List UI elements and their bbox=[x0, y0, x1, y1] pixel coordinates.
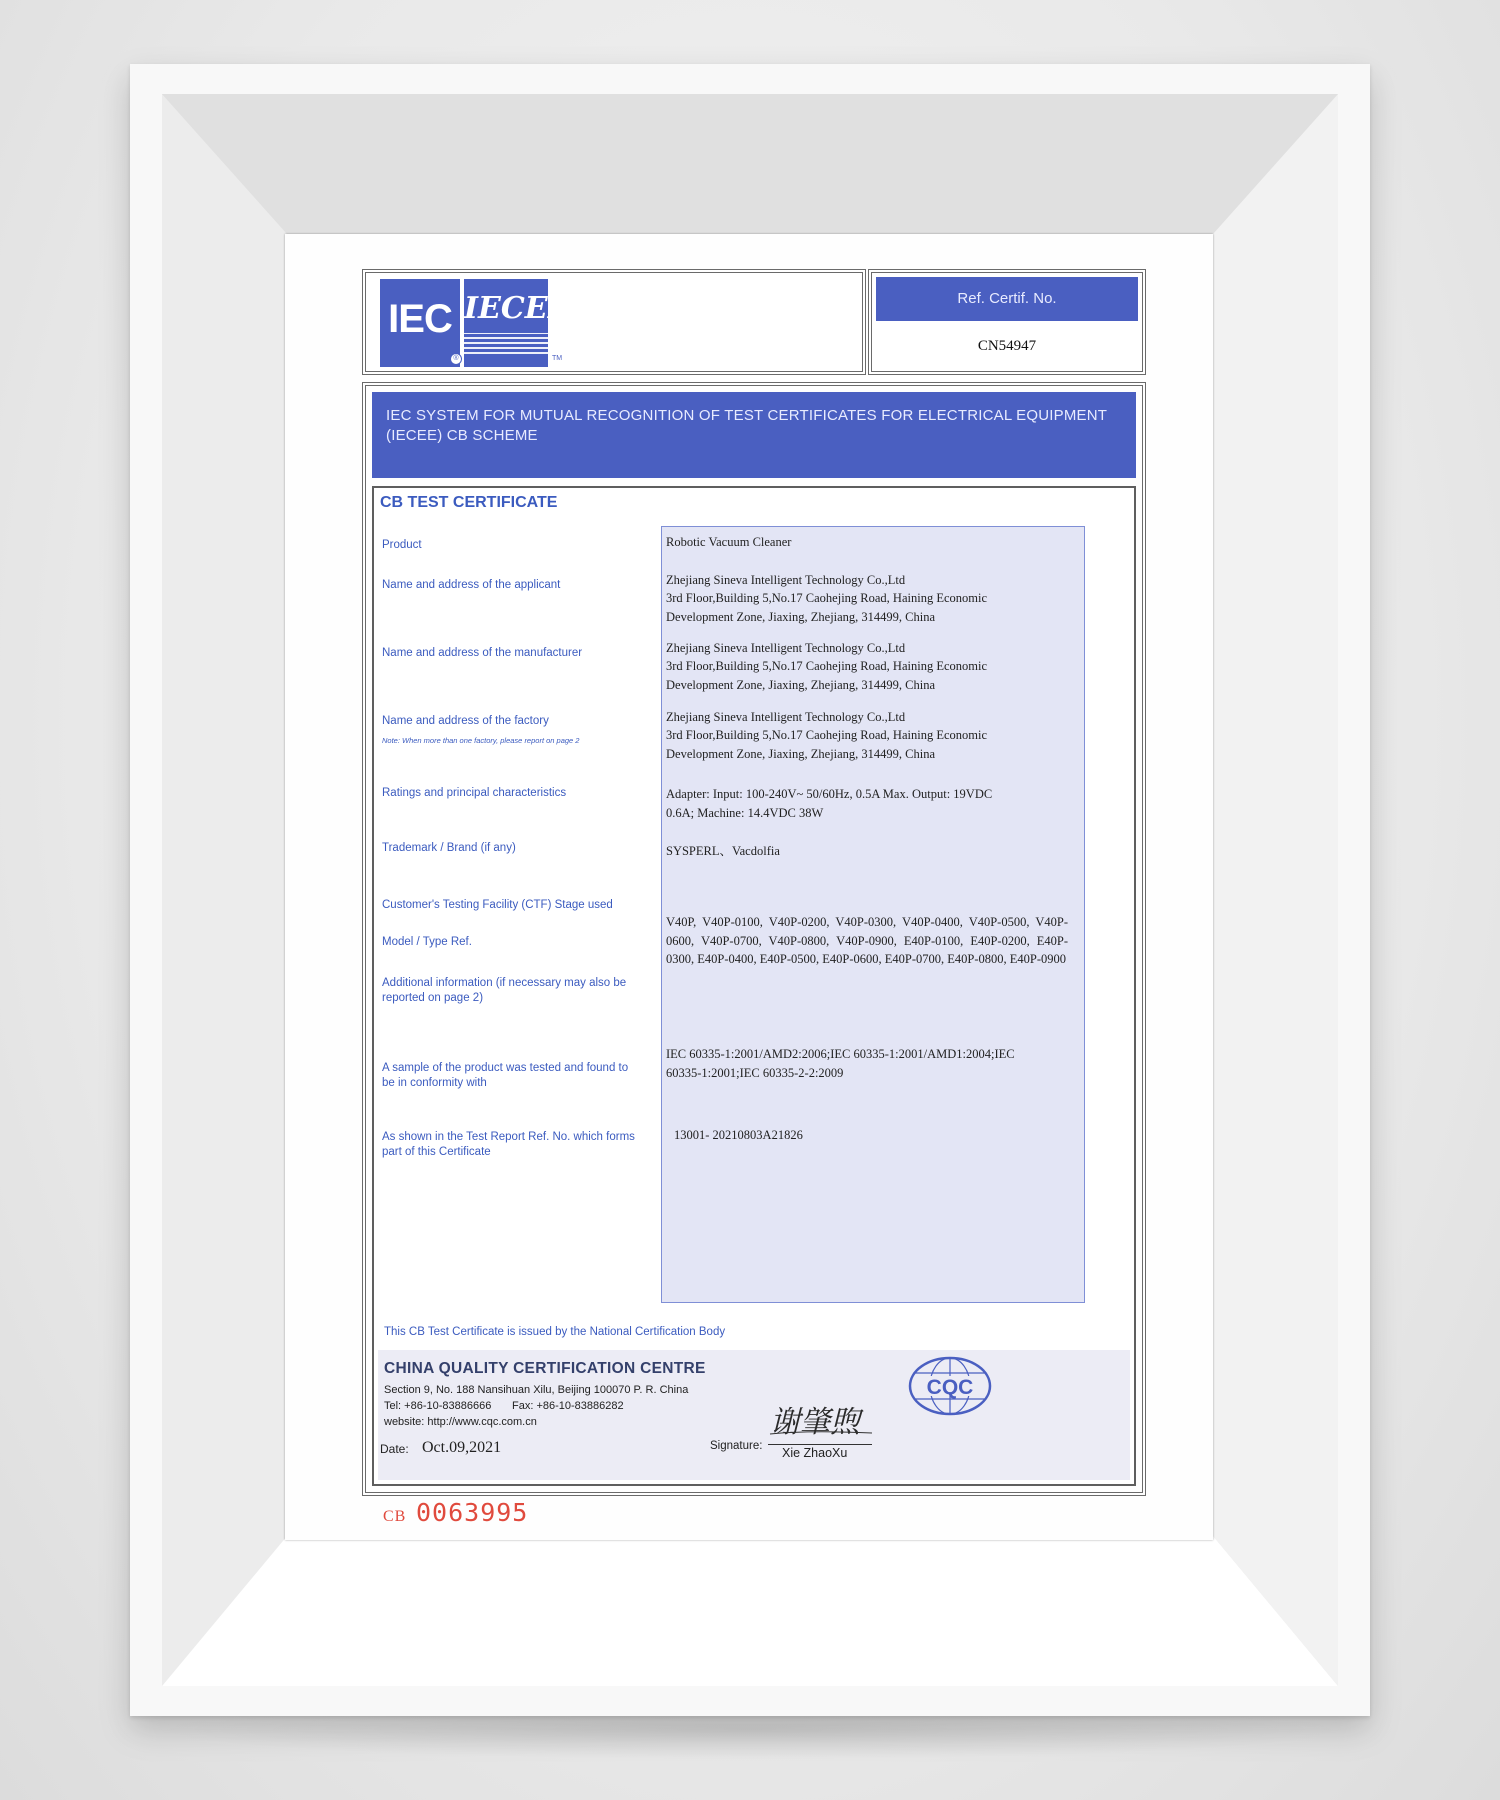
serial-prefix: CB bbox=[383, 1508, 407, 1525]
label-factory-note: Note: When more than one factory, please report on page 2 bbox=[382, 736, 580, 745]
value-product: Robotic Vacuum Cleaner bbox=[666, 535, 792, 549]
label-factory: Name and address of the factory bbox=[382, 715, 549, 727]
value-model: V40P, V40P-0100, V40P-0200, V40P-0300, V40P-0400, V40P-0500, V40P-0600, V40P-0700, V40P-0800, V40P-0900, E40P-0100, E40P-0200, E40P-0300, E40P-0400, E40P-0500, E40P-0600, E40P-0700, E40P-0800, E40P-0900 bbox=[666, 915, 1068, 966]
ref-value: CN54947 bbox=[977, 338, 1037, 354]
value-standards: IEC 60335-1:2001/AMD2:2006;IEC 60335-1:2001/AMD1:2004;IEC 60335-1:2001;IEC 60335-2-2:2009 bbox=[666, 1047, 1015, 1080]
value-ratings: Adapter: Input: 100-240V~ 50/60Hz, 0.5A Max. Output: 19VDC 0.6A; Machine: 14.4VDC 38W bbox=[666, 787, 993, 820]
value-report: 13001- 20210803A21826 bbox=[674, 1128, 803, 1142]
value-applicant-name: Zhejiang Sineva Intelligent Technology Co.,Ltd bbox=[666, 573, 906, 587]
label-manufacturer: Name and address of the manufacturer bbox=[382, 647, 583, 659]
label-conformity: A sample of the product was tested and found to be in conformity with bbox=[382, 1062, 629, 1089]
values-panel bbox=[661, 526, 1085, 1303]
label-additional: Additional information (if necessary may also be reported on page 2) bbox=[382, 977, 627, 1004]
certificate-body-frame bbox=[362, 382, 1146, 1496]
banner-line-1: IEC SYSTEM FOR MUTUAL RECOGNITION OF TEST CERTIFICATES FOR ELECTRICAL EQUIPMENT bbox=[386, 407, 1108, 424]
issuer-address: Section 9, No. 188 Nansihuan Xilu, Beijing 100070 P. R. China bbox=[384, 1384, 689, 1396]
issuer-name: CHINA QUALITY CERTIFICATION CENTRE bbox=[384, 1360, 706, 1377]
scheme-banner bbox=[372, 392, 1136, 478]
value-manufacturer-name: Zhejiang Sineva Intelligent Technology Co.,Ltd bbox=[666, 641, 906, 655]
iecee-logo: IECEE bbox=[464, 279, 548, 367]
trademark-mark: TM bbox=[552, 355, 563, 362]
label-ratings: Ratings and principal characteristics bbox=[382, 787, 567, 799]
banner-line-2: (IECEE) CB SCHEME bbox=[386, 427, 538, 444]
value-manufacturer-address: 3rd Floor,Building 5,No.17 Caohejing Road, Haining Economic Development Zone, Jiaxing, Zhejiang, 314499, China bbox=[666, 659, 987, 692]
serial-number bbox=[383, 1498, 528, 1527]
certificate-document bbox=[285, 234, 1213, 1540]
signature-line bbox=[768, 1444, 872, 1445]
label-product: Product bbox=[382, 539, 422, 551]
label-model: Model / Type Ref. bbox=[382, 936, 472, 948]
label-trademark: Trademark / Brand (if any) bbox=[382, 842, 516, 854]
value-factory-name: Zhejiang Sineva Intelligent Technology Co.,Ltd bbox=[666, 710, 906, 724]
issuer-fax: Fax: +86-10-83886282 bbox=[512, 1400, 624, 1412]
date-label: Date: bbox=[380, 1442, 409, 1456]
issued-by-statement: This CB Test Certificate is issued by the National Certification Body bbox=[384, 1326, 726, 1338]
handwritten-signature bbox=[768, 1400, 876, 1440]
certificate-header bbox=[362, 269, 1146, 375]
iec-logo: IEC bbox=[380, 279, 460, 367]
issuer-website: website: http://www.cqc.com.cn bbox=[384, 1416, 537, 1428]
value-factory-address: 3rd Floor,Building 5,No.17 Caohejing Road, Haining Economic Development Zone, Jiaxing, Zhejiang, 314499, China bbox=[666, 728, 987, 761]
date-value: Oct.09,2021 bbox=[422, 1439, 502, 1456]
value-trademark: SYSPERL、Vacdolfia bbox=[666, 844, 780, 858]
registered-mark: ® bbox=[450, 353, 462, 365]
issuer-tel: Tel: +86-10-83886666 bbox=[384, 1400, 492, 1412]
signature-label: Signature: bbox=[710, 1440, 763, 1452]
ref-certificate-box bbox=[868, 269, 1146, 375]
logo-box bbox=[362, 269, 866, 375]
ref-label: Ref. Certif. No. bbox=[876, 277, 1138, 321]
issuer-block bbox=[378, 1350, 1130, 1480]
certificate-title: CB TEST CERTIFICATE bbox=[380, 494, 558, 511]
value-applicant-address: 3rd Floor,Building 5,No.17 Caohejing Road, Haining Economic Development Zone, Jiaxing, Zhejiang, 314499, China bbox=[666, 591, 987, 624]
serial-value: 0063995 bbox=[415, 1498, 529, 1527]
cqc-globe-icon bbox=[906, 1356, 994, 1416]
label-report: As shown in the Test Report Ref. No. which forms part of this Certificate bbox=[382, 1131, 635, 1158]
label-applicant: Name and address of the applicant bbox=[382, 579, 561, 591]
label-ctf: Customer's Testing Facility (CTF) Stage used bbox=[382, 899, 613, 911]
certificate-content bbox=[372, 486, 1136, 1486]
signature-chinese-text: 谢肇煦 bbox=[770, 1405, 860, 1440]
signatory-name: Xie ZhaoXu bbox=[782, 1446, 848, 1460]
iecee-wave-pattern bbox=[464, 333, 548, 357]
cqc-logo-text: CQC bbox=[926, 1376, 974, 1399]
